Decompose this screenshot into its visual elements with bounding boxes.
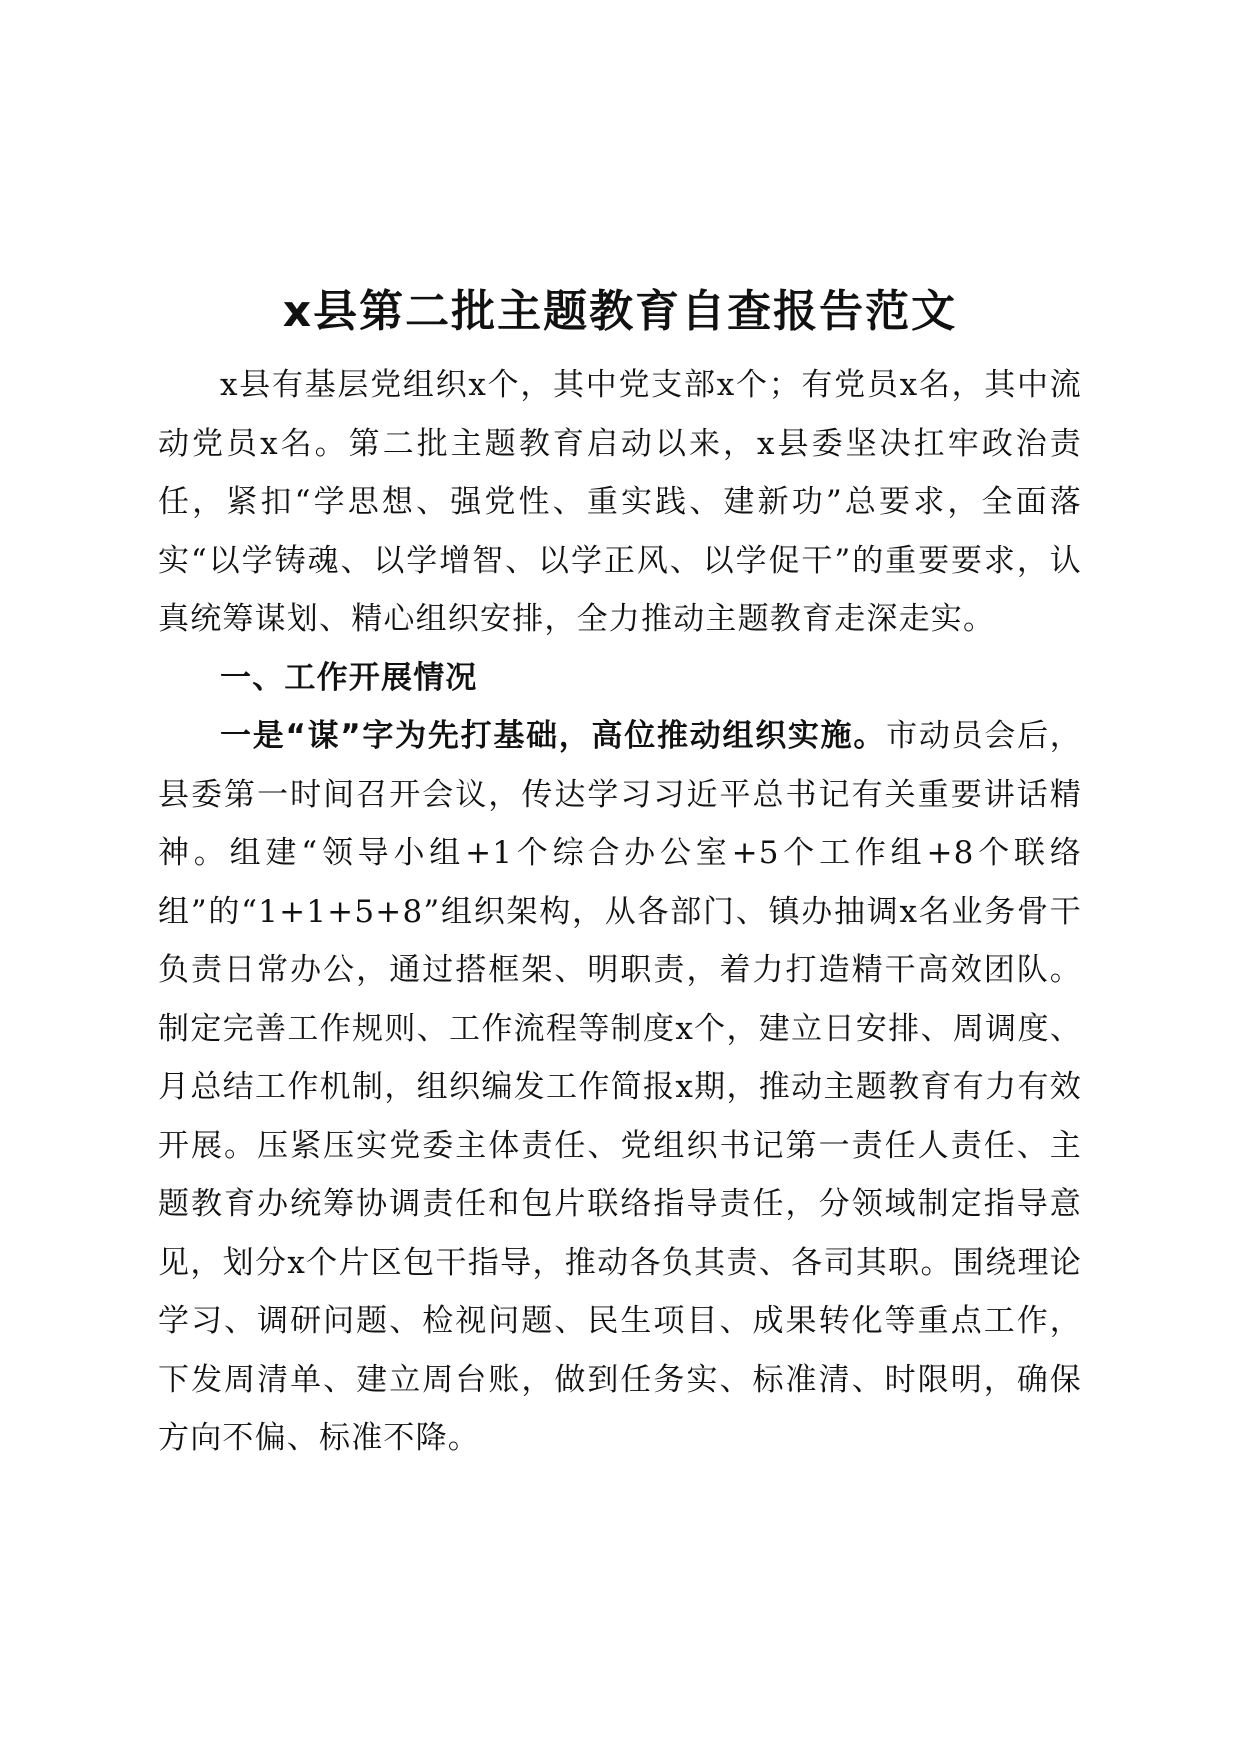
point-body-text: 市动员会后，县委第一时间召开会议，传达学习习近平总书记有关重要讲话精神。组建“领导小组+1个综合办公室+5个工作组+8个联络组”的“1+1+5+8”组织架构，从各部门、镇办抽调x名业务骨干负责日常办公，通过搭框架、明职责，着力打造精干高效团队。制定完善工作规则、工作流程等制度x个，建立日安排、周调度、月总结工作机制，组织编发工作简报x期，推动主题教育有力有效开展。压紧压实党委主体责任、党组织书记第一责任人责任、主题教育办统筹协调责任和包片联络指导责任，分领域制定指导意见，划分x个片区包干指导，推动各负其责、各司其职。围绕理论学习、调研问题、检视问题、民生项目、成果转化等重点工作，下发周清单、建立周台账，做到任务实、标准清、时限明，确保方向不偏、标准不降。: [158, 718, 1083, 1456]
point-paragraph: [158, 707, 1082, 1468]
document-body: [158, 356, 1082, 1468]
section-heading: 一、工作开展情况: [220, 659, 478, 696]
point-lead-text: 一是“谋”字为先打基础，高位推动组织实施。: [220, 718, 887, 754]
document-title: x县第二批主题教育自查报告范文: [282, 286, 958, 337]
intro-paragraph: x县有基层党组织x个，其中党支部x个；有党员x名，其中流动党员x名。第二批主题教育启动以来，x县委坚决扛牢政治责任，紧扣“学思想、强党性、重实践、建新功”总要求，全面落实“以学铸魂、以学增智、以学正风、以学促干”的重要要求，认真统筹谋划、精心组织安排，全力推动主题教育走深走实。: [158, 367, 1082, 637]
